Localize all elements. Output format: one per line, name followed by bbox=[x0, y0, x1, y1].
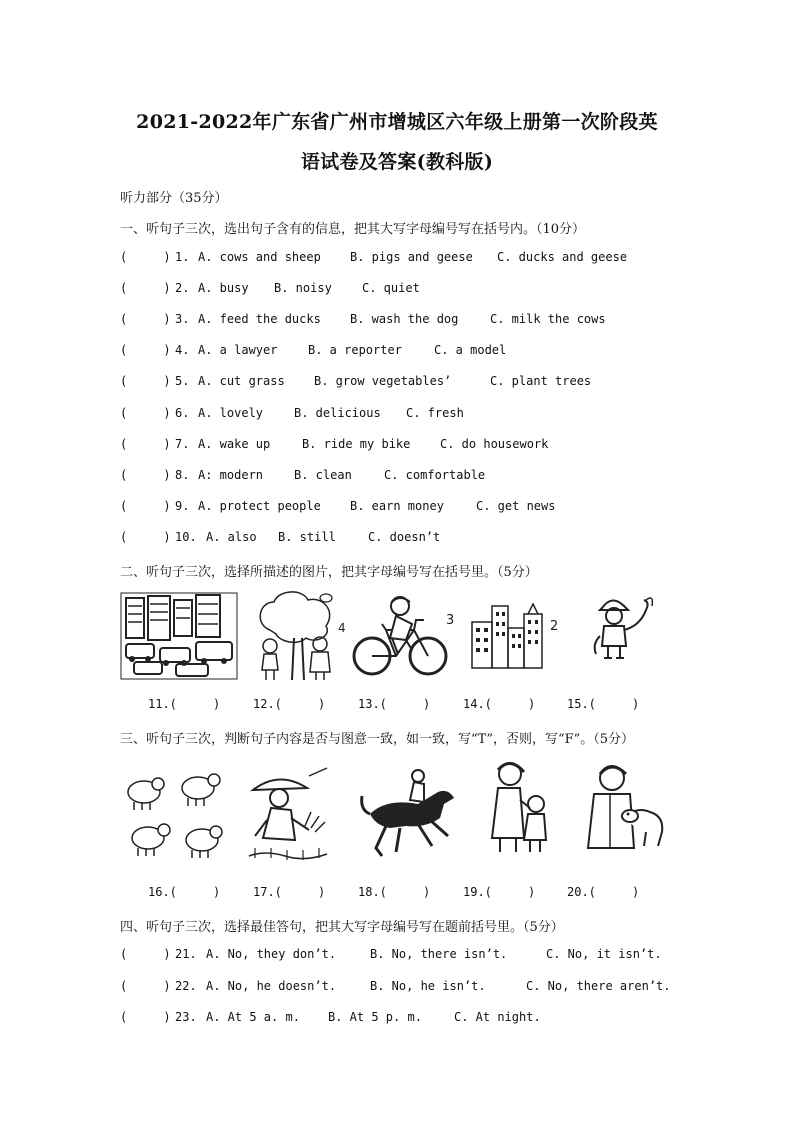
option-b: B. delicious bbox=[294, 405, 381, 420]
section2-answer-11[interactable]: 11.( ) bbox=[148, 697, 221, 711]
section3-answer-17[interactable]: 17.( ) bbox=[253, 885, 326, 899]
question-number: 21. bbox=[175, 947, 197, 961]
answer-blank[interactable]: ( ) bbox=[120, 529, 171, 544]
option-a: A. busy bbox=[198, 281, 249, 296]
option-c: C. milk the cows bbox=[490, 312, 606, 327]
option-c: C. do housework bbox=[440, 436, 549, 451]
question-number: 2. bbox=[175, 281, 190, 296]
listening-header: 听力部分（35分） bbox=[120, 191, 228, 206]
question-number: 7. bbox=[175, 436, 190, 451]
option-b: B. No, there isn’t. bbox=[370, 947, 508, 961]
question-number: 22. bbox=[175, 978, 197, 993]
option-c: C. At night. bbox=[454, 1010, 541, 1024]
option-c: C. a model bbox=[434, 343, 507, 358]
option-a: A. wake up bbox=[198, 436, 271, 451]
svg-text:3: 3 bbox=[446, 613, 455, 628]
question-number: 9. bbox=[175, 498, 190, 513]
section3-answer-20[interactable]: 20.( ) bbox=[567, 885, 640, 899]
option-b: B. earn money bbox=[350, 498, 444, 513]
option-c: C. quiet bbox=[362, 281, 420, 296]
question-number: 23. bbox=[175, 1010, 197, 1024]
option-c: C. No, there aren’t. bbox=[526, 978, 671, 993]
svg-text:4: 4 bbox=[338, 621, 346, 635]
section2-answer-13[interactable]: 13.( ) bbox=[358, 697, 431, 711]
question-number: 8. bbox=[175, 467, 190, 482]
picture-boy-riding-bike bbox=[352, 594, 462, 678]
exam-title-line1: 2021-2022年广东省广州市增城区六年级上册第一次阶段英 bbox=[136, 111, 658, 133]
option-b: B. wash the dog bbox=[350, 312, 459, 327]
option-c: C. plant trees bbox=[490, 374, 592, 389]
section3-answer-19[interactable]: 19.( ) bbox=[463, 885, 536, 899]
picture-sheep-flock bbox=[122, 768, 226, 866]
option-a: A. feed the ducks bbox=[198, 312, 321, 327]
answer-blank[interactable]: ( ) bbox=[120, 343, 171, 358]
section2-answer-12[interactable]: 12.( ) bbox=[253, 697, 326, 711]
option-a: A: modern bbox=[198, 467, 264, 482]
question-number: 5. bbox=[175, 374, 190, 389]
answer-blank[interactable]: ( ) bbox=[120, 374, 171, 389]
picture-horse-rider bbox=[356, 766, 462, 862]
section1-heading: 一、听句子三次，选出句子含有的信息，把其大写字母编号写在括号内。（10分） bbox=[120, 222, 586, 237]
exam-title-line2: 语试卷及答案(教科版) bbox=[300, 151, 494, 173]
option-a: A. a lawyer bbox=[198, 343, 278, 358]
option-c: C. ducks and geese bbox=[497, 250, 628, 264]
section3-heading: 三、听句子三次，判断句子内容是否与图意一致，如一致，写“T”，否则，写“F”。（5分） bbox=[120, 732, 635, 747]
option-a: A. cut grass bbox=[198, 374, 285, 389]
answer-blank[interactable]: ( ) bbox=[120, 281, 171, 296]
picture-firefighter bbox=[590, 592, 660, 662]
answer-blank[interactable]: ( ) bbox=[120, 250, 171, 264]
section2-heading: 二、听句子三次，选择所描述的图片，把其字母编号写在括号里。（5分） bbox=[120, 565, 538, 580]
option-a: A. No, he doesn’t. bbox=[206, 978, 337, 993]
option-b: B. At 5 p. m. bbox=[328, 1010, 422, 1024]
question-number: 4. bbox=[175, 343, 190, 358]
answer-blank[interactable]: ( ) bbox=[120, 1010, 171, 1024]
answer-blank[interactable]: ( ) bbox=[120, 947, 171, 961]
question-number: 1. bbox=[175, 250, 190, 264]
picture-mother-and-child bbox=[488, 760, 554, 854]
picture-traffic-scene bbox=[120, 592, 238, 680]
option-a: A. cows and sheep bbox=[198, 250, 321, 264]
option-b: B. ride my bike bbox=[302, 436, 411, 451]
section2-answer-15[interactable]: 15.( ) bbox=[567, 697, 640, 711]
answer-blank[interactable]: ( ) bbox=[120, 312, 171, 327]
answer-blank[interactable]: ( ) bbox=[120, 467, 171, 482]
option-a: A. At 5 a. m. bbox=[206, 1010, 300, 1024]
question-number: 6. bbox=[175, 405, 190, 420]
section3-answer-18[interactable]: 18.( ) bbox=[358, 885, 431, 899]
option-b: B. clean bbox=[294, 467, 352, 482]
picture-farmer-planting bbox=[245, 766, 331, 866]
svg-text:2: 2 bbox=[550, 619, 559, 634]
option-c: C. comfortable bbox=[384, 467, 486, 482]
answer-blank[interactable]: ( ) bbox=[120, 978, 171, 993]
option-a: A. also bbox=[206, 529, 257, 544]
option-a: A. lovely bbox=[198, 405, 264, 420]
answer-blank[interactable]: ( ) bbox=[120, 498, 171, 513]
option-b: B. pigs and geese bbox=[350, 250, 473, 264]
option-c: C. get news bbox=[476, 498, 556, 513]
answer-blank[interactable]: ( ) bbox=[120, 436, 171, 451]
option-b: B. still bbox=[278, 529, 336, 544]
option-b: B. a reporter bbox=[308, 343, 402, 358]
option-a: A. protect people bbox=[198, 498, 321, 513]
question-number: 10. bbox=[175, 529, 197, 544]
section4-heading: 四、听句子三次，选择最佳答句，把其大写字母编号写在题前括号里。（5分） bbox=[120, 920, 564, 935]
option-b: B. No, he isn’t. bbox=[370, 978, 486, 993]
option-b: B. grow vegetables’ bbox=[314, 374, 452, 389]
picture-city-buildings bbox=[470, 600, 562, 670]
section3-answer-16[interactable]: 16.( ) bbox=[148, 885, 221, 899]
answer-blank[interactable]: ( ) bbox=[120, 405, 171, 420]
question-number: 3. bbox=[175, 312, 190, 327]
picture-children-under-tree bbox=[250, 590, 350, 682]
section2-answer-14[interactable]: 14.( ) bbox=[463, 697, 536, 711]
picture-vet-with-dog bbox=[584, 762, 668, 852]
option-a: A. No, they don’t. bbox=[206, 947, 337, 961]
option-b: B. noisy bbox=[274, 281, 332, 296]
option-c: C. doesn’t bbox=[368, 529, 441, 544]
option-c: C. No, it isn’t. bbox=[546, 947, 662, 961]
option-c: C. fresh bbox=[406, 405, 464, 420]
